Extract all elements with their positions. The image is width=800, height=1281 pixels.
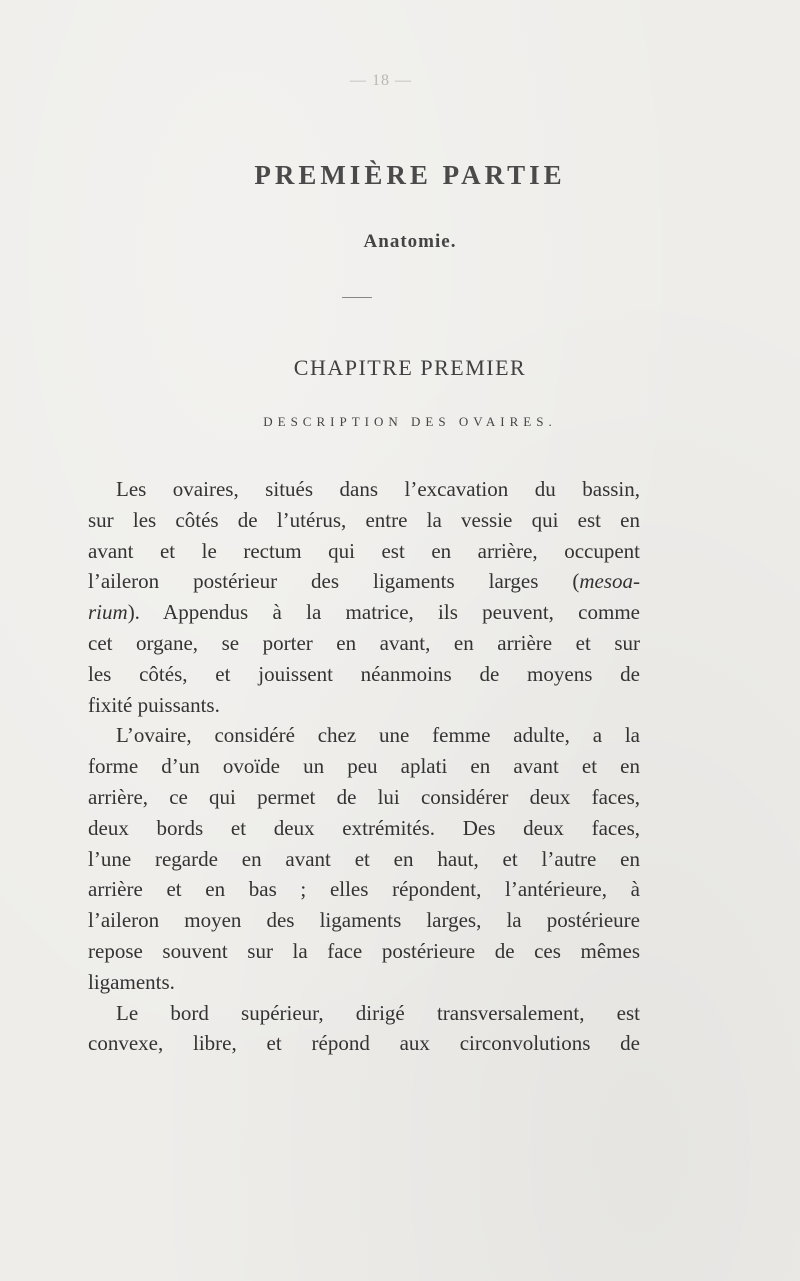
text-line: arrière et en bas ; elles répondent, l’antérieure, à xyxy=(88,877,640,902)
paragraph-1 xyxy=(88,474,640,720)
text-line: fixité puissants. xyxy=(88,692,220,717)
text-line: Les ovaires, situés dans l’excavation du bassin, xyxy=(116,477,640,501)
text-line: l’aileron postérieur des ligaments larges (mesoa- xyxy=(88,569,640,594)
text-line: rium). Appendus à la matrice, ils peuvent, comme xyxy=(88,600,640,625)
text-line: les côtés, et jouissent néanmoins de moyens de xyxy=(88,661,640,686)
latin-term: mesoa- xyxy=(579,569,640,594)
text-line: Le bord supérieur, dirigé transversalement, est xyxy=(116,1000,640,1025)
chapter-title: CHAPITRE PREMIER xyxy=(293,355,527,380)
text-line: convexe, libre, et répond aux circonvolutions de xyxy=(88,1031,640,1056)
part-subtitle: Anatomie. xyxy=(363,231,457,252)
text-line: sur les côtés de l’utérus, entre la vessie qui est en xyxy=(88,507,640,532)
page-folio: — 18 — xyxy=(350,72,412,89)
text-line: deux bords et deux extrémités. Des deux faces, xyxy=(88,815,640,840)
text-line: avant et le rectum qui est en arrière, occupent xyxy=(88,538,640,563)
section-title: DESCRIPTION DES OVAIRES. xyxy=(263,414,557,429)
text-line: ligaments. xyxy=(88,969,175,994)
paragraph-2 xyxy=(88,720,640,997)
text-line: l’aileron moyen des ligaments larges, la postérieure xyxy=(88,908,640,933)
latin-term: rium xyxy=(88,600,128,625)
text-line: arrière, ce qui permet de lui considérer deux faces, xyxy=(88,784,640,809)
section-divider xyxy=(342,297,372,298)
text-line: repose souvent sur la face postérieure de ces mêmes xyxy=(88,938,640,963)
body-text xyxy=(88,474,640,1059)
part-title: PREMIÈRE PARTIE xyxy=(254,160,566,190)
text-line: l’une regarde en avant et en haut, et l’autre en xyxy=(88,846,640,871)
paragraph-3 xyxy=(88,998,640,1060)
text-line: cet organe, se porter en avant, en arrière et sur xyxy=(88,630,640,655)
text-line: L’ovaire, considéré chez une femme adulte, a la xyxy=(116,723,640,748)
text-line: forme d’un ovoïde un peu aplati en avant et en xyxy=(88,754,640,779)
